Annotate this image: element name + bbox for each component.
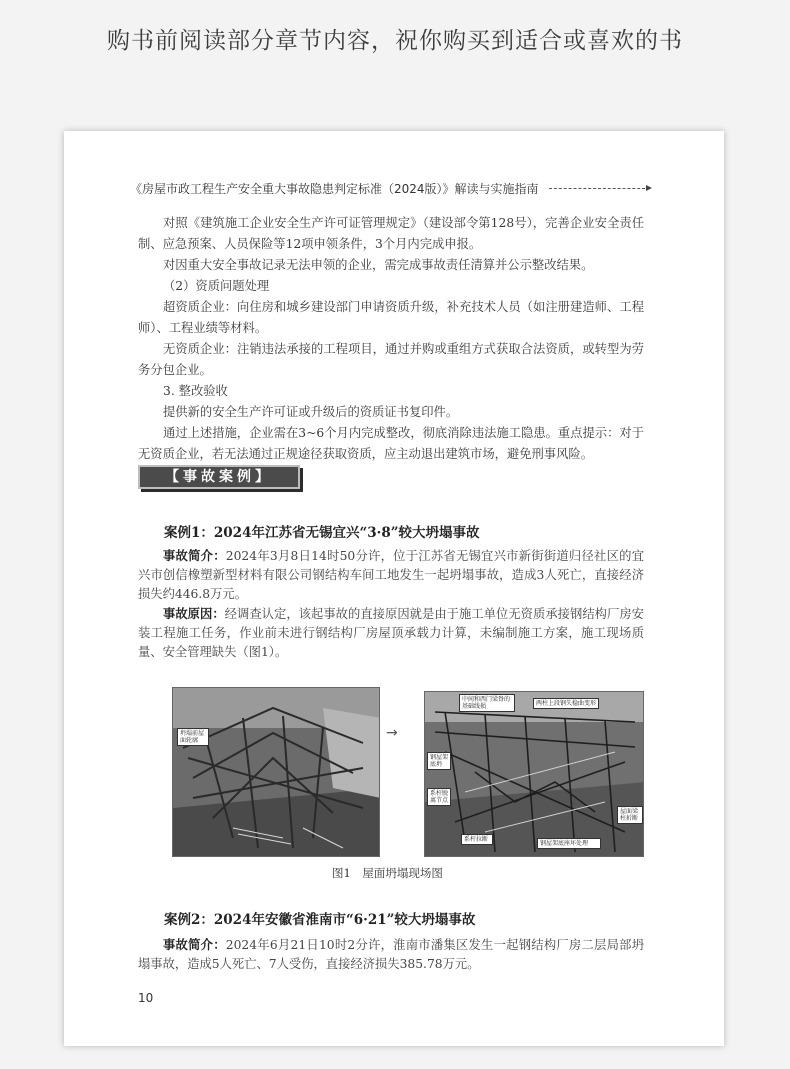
- collapse-photo-right: [424, 691, 644, 857]
- subheading: 3. 整改验收: [163, 384, 228, 398]
- case-2-body: [138, 935, 644, 974]
- callout-label: 钢屋架底坍: [427, 752, 451, 770]
- case-1-cause-label: 事故原因：: [163, 606, 225, 621]
- case-1-body: [138, 546, 644, 662]
- promo-banner: 购书前阅读部分章节内容，祝你购买到适合或喜欢的书: [107, 28, 683, 54]
- subheading: （2）资质问题处理: [163, 279, 270, 293]
- paragraph: 对因重大安全事故记录无法申领的企业，需完成事故责任清算并公示整改结果。: [163, 258, 594, 272]
- arrow-right-icon: →: [386, 725, 398, 741]
- paragraph: 无资质企业：注销违法承接的工程项目，通过并购或重组方式获取合法资质，或转型为劳务分包企业。: [138, 342, 644, 377]
- figure-caption: 图1 屋面坍塌现场图: [332, 866, 443, 880]
- callout-label: 系杆脱离节点: [427, 788, 451, 806]
- case-1-summary: 2024年3月8日14时50分许，位于江苏省无锡宜兴市新街街道归径社区的宜兴市创信橡塑新型材料有限公司钢结构车间工地发生一起坍塌事故，造成3人死亡，直接经济损失约446.8万元。: [138, 549, 644, 601]
- running-head-title: 《房屋市政工程生产安全重大事故隐患判定标准（2024版）》解读与实施指南: [130, 182, 539, 196]
- callout-label: 系杆拉断: [461, 834, 493, 845]
- callout-label: 中间和西门梁脊的基础线损: [459, 694, 515, 712]
- case-2-summary: 2024年6月21日10时2分许，淮南市潘集区发生一起钢结构厂房二层局部坍塌事故，造成5人死亡、7人受伤，直接经济损失385.78万元。: [138, 938, 644, 971]
- case-2-summary-label: 事故简介：: [163, 937, 226, 952]
- paragraph: 提供新的安全生产许可证或升级后的资质证书复印件。: [163, 405, 459, 419]
- case-1-summary-label: 事故简介：: [163, 548, 226, 563]
- collapse-photo-left: [172, 687, 380, 857]
- paragraph: 对照《建筑施工企业安全生产许可证管理规定》（建设部令第128号），完善企业安全责任制、应急预案、人员保险等12项申领条件，3个月内完成申报。: [138, 216, 644, 251]
- section-tag: 【事故案例】: [138, 465, 300, 489]
- paragraph: 通过上述措施，企业需在3~6个月内完成整改，彻底消除违法施工隐患。重点提示：对于无资质企业，若无法通过正规途径获取资质，应主动退出建筑市场，避免刑事风险。: [138, 426, 644, 461]
- callout-label: 钢屋架底座坏处理: [537, 838, 601, 849]
- paragraph: 超资质企业：向住房和城乡建设部门申请资质升级，补充技术人员（如注册建造师、工程师）、工程业绩等材料。: [138, 300, 644, 335]
- case-2-title: 案例2：2024年安徽省淮南市“6·21”较大坍塌事故: [164, 912, 476, 928]
- callout-label: 两柱上段钢失稳曲变形: [533, 698, 599, 709]
- arrow-right-icon: [549, 188, 650, 189]
- callout-label: 屋面梁柱折断: [617, 806, 643, 824]
- callout-label: 坍塌前屋面轮廓: [177, 728, 209, 746]
- running-head: [130, 180, 650, 197]
- body-text: [138, 213, 644, 465]
- case-1-cause: 经调查认定，该起事故的直接原因就是由于施工单位无资质承接钢结构厂房安装工程施工任务，作业前未进行钢结构厂房屋顶承载力计算，未编制施工方案，施工现场质量、安全管理缺失（图1）。: [138, 607, 644, 659]
- page-number: 10: [138, 991, 154, 1005]
- case-1-title: 案例1：2024年江苏省无锡宜兴“3·8”较大坍塌事故: [164, 525, 480, 541]
- book-page: [64, 131, 724, 1046]
